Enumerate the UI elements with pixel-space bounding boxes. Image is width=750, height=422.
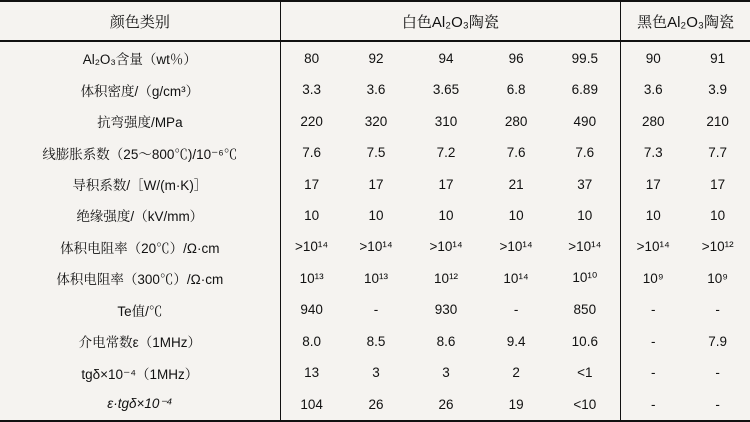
table-row <box>0 325 750 356</box>
row-label: 体积密度/（g/cm³） <box>80 83 200 99</box>
table-row <box>0 357 750 388</box>
cell-white-1: 104 <box>280 388 342 421</box>
cell-white-5: 7.6 <box>549 137 620 168</box>
row-label: Al₂O₃含量（wt％） <box>82 52 197 68</box>
cell-white-3: 930 <box>434 302 458 318</box>
cell-white-5: 490 <box>549 105 620 136</box>
table-row <box>0 263 750 294</box>
cell-white-2: 26 <box>343 388 410 421</box>
cell-white-1: 220 <box>280 105 342 136</box>
cell-white-4: 7.6 <box>506 145 526 161</box>
cell-white-3: 17 <box>438 176 454 192</box>
table-row <box>0 168 750 199</box>
cell-white-3: 94 <box>438 50 454 66</box>
cell-white-3: 3.65 <box>432 82 460 98</box>
table-row <box>0 74 750 105</box>
cell-black-2: 10 <box>710 207 726 223</box>
cell-white-2: - <box>373 302 379 318</box>
cell-black-2: 91 <box>710 50 726 66</box>
table-row <box>0 137 750 168</box>
cell-white-4: 10¹⁴ <box>503 270 529 286</box>
row-label: tgδ×10⁻⁴（1MHz） <box>81 366 199 382</box>
table-row <box>0 231 750 262</box>
row-label: 介电常数ε（1MHz） <box>78 335 201 351</box>
cell-white-5: 10.6 <box>549 325 620 356</box>
cell-white-5: 6.89 <box>549 74 620 105</box>
table-row <box>0 294 750 325</box>
row-label: 体积电阻率（300℃）/Ω·cm <box>56 272 224 288</box>
cell-white-5: 10 <box>549 200 620 231</box>
header-category-label: 颜色类别 <box>0 1 280 41</box>
cell-black-1: 7.3 <box>643 145 663 161</box>
cell-white-1: >10¹⁴ <box>280 231 342 262</box>
cell-black-1: 10 <box>645 207 661 223</box>
header-black-group: 黑色Al₂O₃陶瓷 <box>621 1 750 41</box>
row-label: 导积系数/［W/(m·K)］ <box>72 178 208 194</box>
cell-black-1: >10¹⁴ <box>636 239 670 255</box>
cell-black-1: - <box>650 302 656 318</box>
cell-black-1: 3.6 <box>643 82 663 98</box>
cell-white-5: >10¹⁴ <box>549 231 620 262</box>
cell-white-5: <10 <box>549 388 620 421</box>
cell-white-2: >10¹⁴ <box>359 239 393 255</box>
row-label: ε·tgδ×10⁻⁴ <box>0 388 280 421</box>
cell-white-2: 10¹³ <box>364 270 389 286</box>
row-label: 抗弯强度/MPa <box>97 115 183 131</box>
cell-white-1: 8.0 <box>280 325 342 356</box>
cell-black-2: 10⁹ <box>707 270 729 286</box>
cell-black-1: - <box>650 365 656 381</box>
cell-white-3: 26 <box>409 388 482 421</box>
cell-black-1: - <box>650 333 656 349</box>
cell-white-2: 3.6 <box>366 82 386 98</box>
cell-white-2: 8.5 <box>366 333 386 349</box>
table-row <box>0 105 750 136</box>
cell-black-2: 7.9 <box>708 333 728 349</box>
cell-white-4: 9.4 <box>506 333 526 349</box>
cell-white-4: 6.8 <box>506 82 526 98</box>
cell-white-2: 7.5 <box>366 145 386 161</box>
cell-white-5: <1 <box>549 357 620 388</box>
cell-white-1: 10 <box>280 200 342 231</box>
cell-white-5: 37 <box>549 168 620 199</box>
cell-white-3: 7.2 <box>436 145 456 161</box>
cell-white-4: 280 <box>504 113 528 129</box>
cell-white-3: 310 <box>434 113 458 129</box>
cell-white-1: 80 <box>280 41 342 74</box>
cell-white-1: 3.3 <box>280 74 342 105</box>
cell-white-4: 96 <box>508 50 524 66</box>
cell-white-3: >10¹⁴ <box>429 239 463 255</box>
table-row <box>0 200 750 231</box>
cell-white-2: 92 <box>368 50 384 66</box>
cell-black-1: 10⁹ <box>642 270 664 286</box>
cell-black-2: - <box>715 302 720 318</box>
cell-black-1: 17 <box>645 176 661 192</box>
cell-white-2: 10 <box>368 207 384 223</box>
cell-white-1: 10¹³ <box>280 263 342 294</box>
row-label: Te值/℃ <box>117 303 163 319</box>
row-label: 绝缘强度/（kV/mm） <box>76 209 204 225</box>
cell-white-5: 99.5 <box>549 41 620 74</box>
cell-white-3: 10 <box>438 207 454 223</box>
cell-white-1: 940 <box>280 294 342 325</box>
table-row <box>0 388 750 421</box>
cell-black-2: 3.9 <box>708 82 728 98</box>
cell-black-2: >10¹² <box>701 239 734 255</box>
cell-black-1: - <box>621 388 686 421</box>
cell-white-5: 10¹⁰ <box>549 263 620 294</box>
cell-white-1: 7.6 <box>280 137 342 168</box>
header-white-group: 白色Al₂O₃陶瓷 <box>280 1 621 41</box>
cell-white-2: 320 <box>364 113 388 129</box>
cell-black-2: 17 <box>710 176 726 192</box>
cell-white-4: 10 <box>508 207 524 223</box>
cell-white-3: 10¹² <box>434 270 459 286</box>
table-row <box>0 41 750 74</box>
cell-white-2: 17 <box>368 176 384 192</box>
cell-black-2: - <box>715 365 720 381</box>
cell-white-4: 2 <box>512 365 520 381</box>
cell-black-1: 280 <box>641 113 665 129</box>
cell-white-1: 13 <box>280 357 342 388</box>
cell-black-1: 90 <box>645 50 661 66</box>
cell-white-4: 21 <box>508 176 524 192</box>
row-label: 体积电阻率（20℃）/Ω·cm <box>60 240 220 256</box>
cell-white-4: 19 <box>483 388 550 421</box>
row-label: 线膨胀系数（25～800℃)/10⁻⁶℃ <box>42 146 238 162</box>
cell-white-4: - <box>513 302 519 318</box>
cell-white-5: 850 <box>549 294 620 325</box>
cell-white-4: >10¹⁴ <box>499 239 533 255</box>
cell-white-2: 3 <box>372 365 380 381</box>
cell-black-2: - <box>685 388 750 421</box>
cell-white-3: 3 <box>442 365 450 381</box>
cell-white-1: 17 <box>280 168 342 199</box>
cell-white-3: 8.6 <box>436 333 456 349</box>
cell-black-2: 210 <box>706 113 729 129</box>
cell-black-2: 7.7 <box>708 145 728 161</box>
table-header-row <box>0 1 750 41</box>
